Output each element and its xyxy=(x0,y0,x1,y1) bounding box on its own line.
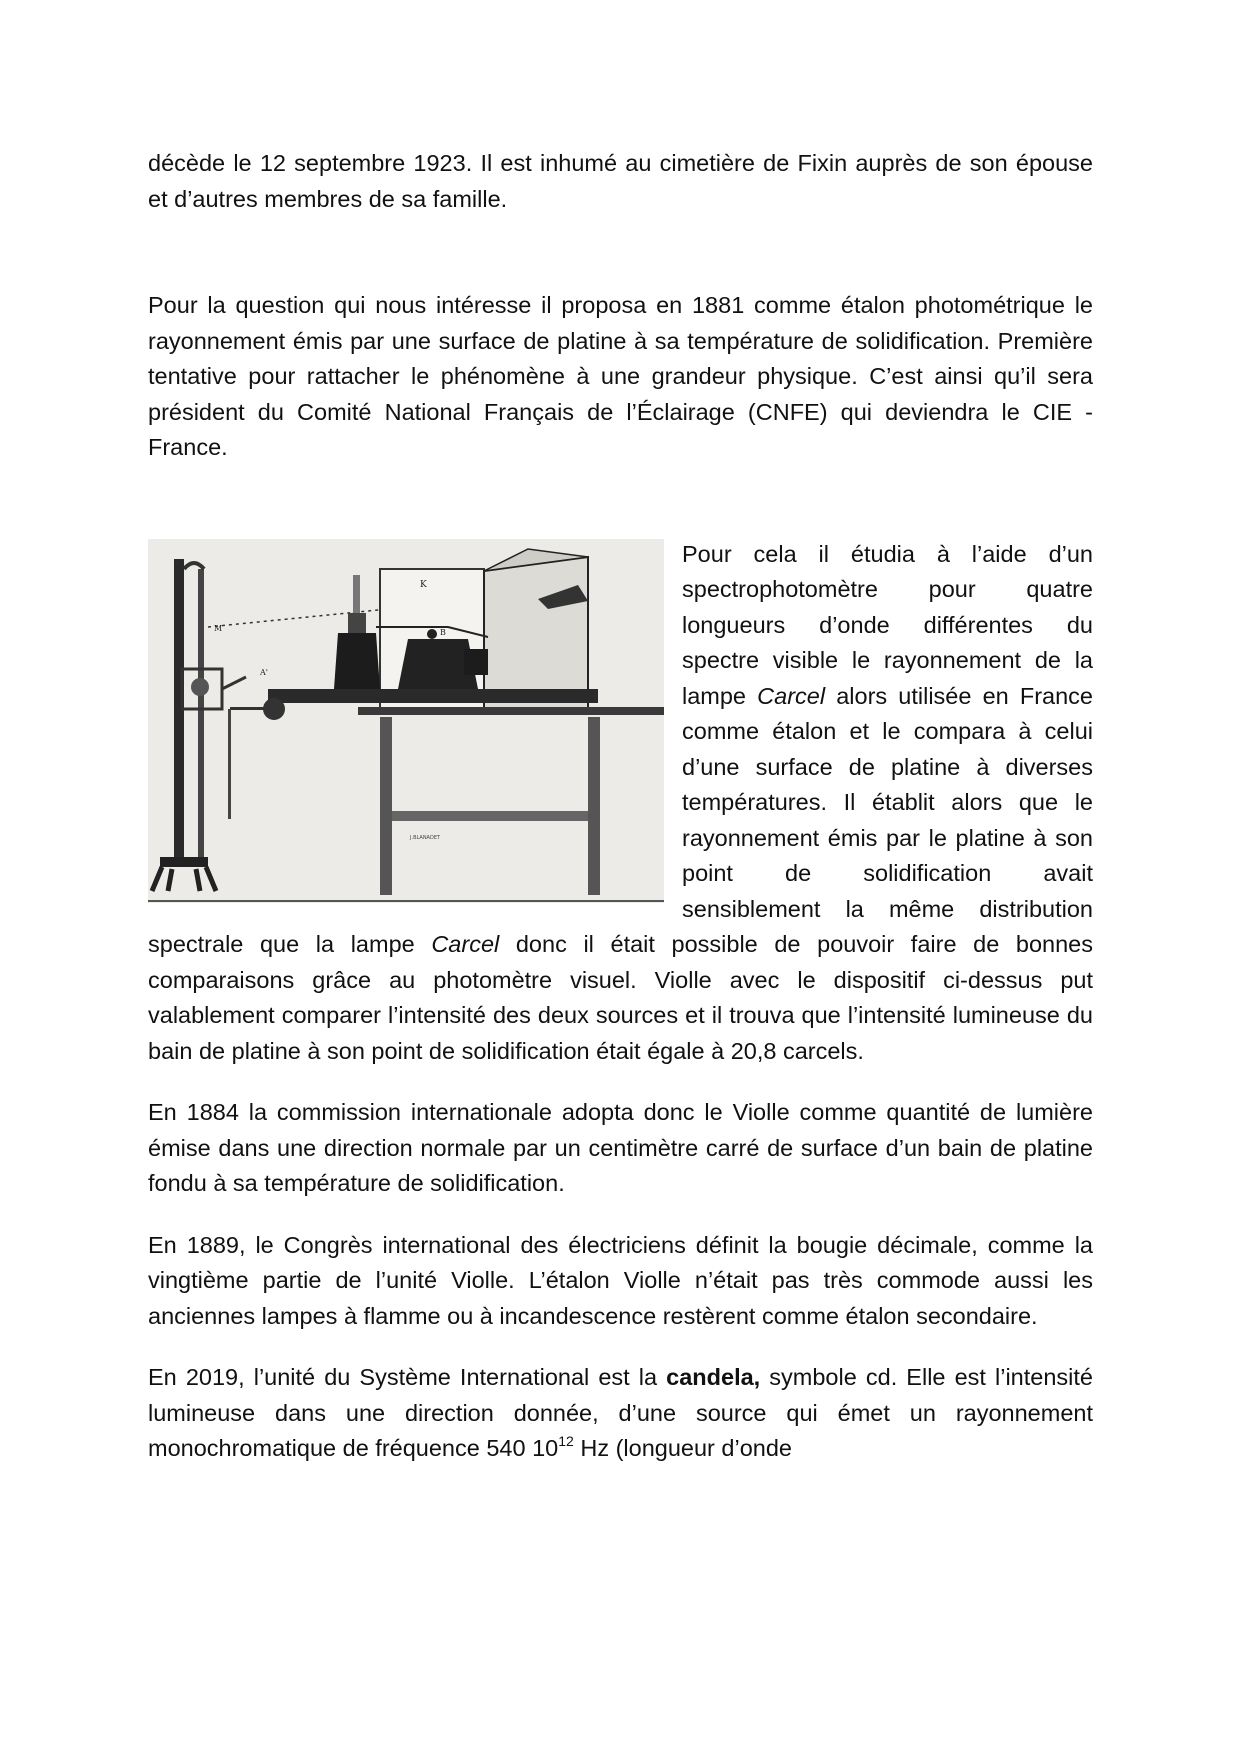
paragraph-5 xyxy=(148,1228,1093,1335)
exponent-superscript: 12 xyxy=(558,1433,574,1449)
candela-bold: candela, xyxy=(666,1364,761,1390)
label-k: K xyxy=(420,579,427,590)
engraver-signature: J.BLANADET xyxy=(410,834,441,841)
paragraph-2-text: Pour la question qui nous intéresse il proposa en 1881 comme étalon photométrique le rayonnement émis par une surface de platine à sa température de solidification. Première tentative pour rattacher le phénomène à une grandeur physique. C’est ainsi qu’il sera président du Comité National Français de l’Éclairage (CNFE) qui deviendra le CIE -France. xyxy=(148,292,1093,460)
paragraph-2 xyxy=(148,288,1093,466)
carcel-italic-1: Carcel xyxy=(757,682,826,709)
label-m: M xyxy=(214,623,223,633)
label-a: A' xyxy=(260,667,268,677)
label-b: B xyxy=(440,627,446,637)
paragraph-4-text: En 1884 la commission internationale adopta donc le Violle comme quantité de lumière émise dans une direction normale par un centimètre carré de surface d’un bain de platine fondu à sa température de solidification. xyxy=(148,1099,1093,1196)
apparatus-engraving xyxy=(148,539,664,903)
paragraph-1 xyxy=(148,146,1093,217)
carcel-italic-2: Carcel xyxy=(431,931,500,957)
paragraph-1-text: décède le 12 septembre 1923. Il est inhumé au cimetière de Fixin auprès de son épouse et d’autres membres de sa famille. xyxy=(148,150,1093,212)
paragraph-6-text-b: symbole cd. Elle est l’intensité lumineuse dans une direction donnée, d’une source qui émet un rayonnement monochromatique de fréquence 540 10 xyxy=(148,1364,1093,1461)
paragraph-3-text-b: alors utilisée en France comme étalon et le compara à celui d’une surface de platine à diverses températures. Il établit alors que le rayonnement émis par le platine à son point de solidification avait sensiblement la même distribution spectrale que la lampe xyxy=(148,682,1093,957)
paragraph-5-text: En 1889, le Congrès international des électriciens définit la bougie décimale, comme la vingtième partie de l’unité Violle. L’étalon Violle n’était pas très commode aussi les anciennes lampes à flamme ou à incandescence restèrent comme étalon secondaire. xyxy=(148,1231,1093,1329)
paragraph-3-text-c: donc il était possible de pouvoir faire de bonnes comparaisons grâce au photomètre visuel. Violle avec le dispositif ci-dessus put valablement comparer l’intensité des deux sources et il trouva que l’intensité lumineuse du bain de platine à son point de solidification était égale à 20,8 carcels. xyxy=(148,931,1093,1064)
paragraph-6 xyxy=(148,1360,1093,1467)
paragraph-6-text-a: En 2019, l’unité du Système International est la xyxy=(148,1364,667,1390)
apparatus-illustration xyxy=(148,539,664,903)
paragraph-6-text-c: Hz (longueur d’onde xyxy=(573,1435,792,1461)
paragraph-4 xyxy=(148,1095,1093,1202)
paragraph-3-text-a: Pour cela il étudia à l’aide d’un spectrophotomètre pour quatre longueurs d’onde différentes du spectre visible le rayonnement de la lampe xyxy=(682,540,1093,709)
